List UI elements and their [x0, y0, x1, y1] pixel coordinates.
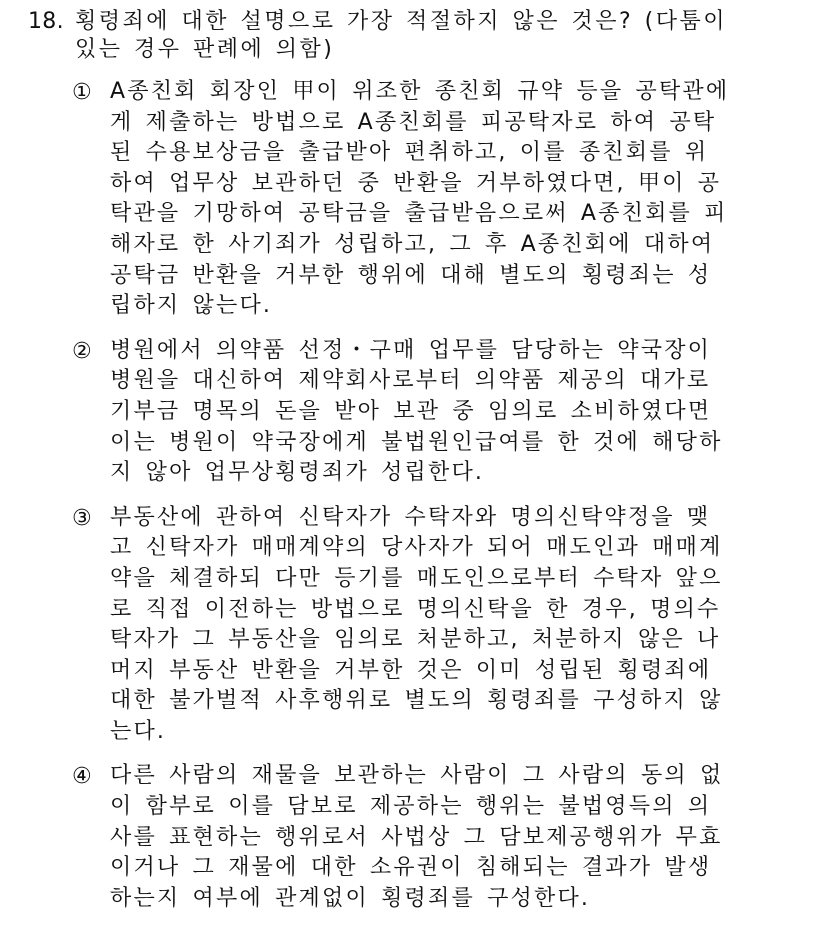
choice-text-line: 지 않아 업무상횡령죄가 성립한다.	[110, 460, 485, 486]
choice-text-line: 사를 표현하는 행위로서 사법상 그 담보제공행위가 무효	[110, 824, 723, 850]
choice-text-line: 로 직접 이전하는 방법으로 명의신탁을 한 경우, 명의수	[110, 596, 721, 622]
choice-text	[110, 503, 792, 748]
choice-marker: ④	[72, 764, 92, 790]
choice-text	[110, 761, 792, 914]
choice-text-line: 된 수용보상금을 출급받아 편취하고, 이를 종친회를 위	[110, 140, 709, 166]
choice-text-line: 공탁금 반환을 거부한 행위에 대해 별도의 횡령죄는 성	[110, 262, 712, 288]
choice-text-line: 립하지 않는다.	[110, 293, 273, 319]
choice-3	[72, 503, 792, 748]
choice-1	[72, 77, 792, 322]
choice-text-line: 해자로 한 사기죄가 성립하고, 그 후 A종친회에 대하여	[110, 231, 715, 257]
choice-text-line: 대한 불가벌적 사후행위로 별도의 횡령죄를 구성하지 않	[110, 688, 723, 714]
choice-text-line: 하여 업무상 보관하던 중 반환을 거부하였다면, 甲이 공	[110, 170, 722, 196]
choice-list	[72, 77, 792, 928]
choice-text-line: 게 제출하는 방법으로 A종친회를 피공탁자로 하여 공탁	[110, 109, 717, 135]
choice-text-line: 이는 병원이 약국장에게 불법원인급여를 한 것에 해당하	[110, 429, 723, 455]
question-number: 18.	[28, 9, 64, 34]
choice-marker: ③	[72, 505, 92, 531]
choice-text-line: 이 함부로 이를 담보로 제공하는 행위는 불법영득의 의	[110, 794, 712, 820]
choice-text-line: 고 신탁자가 매매계약의 당사자가 되어 매도인과 매매계	[110, 535, 723, 561]
choice-text-line: 병원에서 의약품 선정・구매 업무를 담당하는 약국장이	[110, 337, 712, 363]
question-stem-line: 있는 경우 판례에 의함)	[75, 37, 335, 62]
choice-marker: ②	[72, 338, 92, 364]
question	[28, 8, 798, 64]
choice-text-line: 하는지 여부에 관계없이 횡령죄를 구성한다.	[110, 885, 591, 911]
choice-text-line: 병원을 대신하여 제약회사로부터 의약품 제공의 대가로	[110, 368, 711, 394]
choice-text-line: 탁관을 기망하여 공탁금을 출급받음으로써 A종친회를 피	[110, 201, 728, 227]
choice-2	[72, 336, 792, 489]
choice-text-line: A종친회 회장인 甲이 위조한 종친회 규약 등을 공탁관에	[110, 79, 730, 104]
choice-marker: ①	[72, 80, 92, 105]
choice-text	[110, 77, 792, 322]
choice-text	[110, 336, 792, 489]
choice-text-line: 기부금 명목의 돈을 받아 보관 중 임의로 소비하였다면	[110, 398, 712, 424]
question-stem-line: 횡령죄에 대한 설명으로 가장 적절하지 않은 것은? (다툼이	[75, 9, 728, 34]
choice-text-line: 는다.	[110, 718, 167, 744]
choice-text-line: 약을 체결하되 다만 등기를 매도인으로부터 수탁자 앞으	[110, 565, 723, 591]
question-stem	[75, 8, 798, 64]
choice-text-line: 이거나 그 재물에 대한 소유권이 침해되는 결과가 발생	[110, 855, 712, 881]
choice-text-line: 부동산에 관하여 신탁자가 수탁자와 명의신탁약정을 맺	[110, 504, 711, 530]
choice-text-line: 다른 사람의 재물을 보관하는 사람이 그 사람의 동의 없	[110, 763, 724, 789]
choice-4	[72, 761, 792, 914]
choice-text-line: 탁자가 그 부동산을 임의로 처분하고, 처분하지 않은 나	[110, 627, 721, 653]
choice-text-line: 머지 부동산 반환을 거부한 것은 이미 성립된 횡령죄에	[110, 657, 712, 683]
